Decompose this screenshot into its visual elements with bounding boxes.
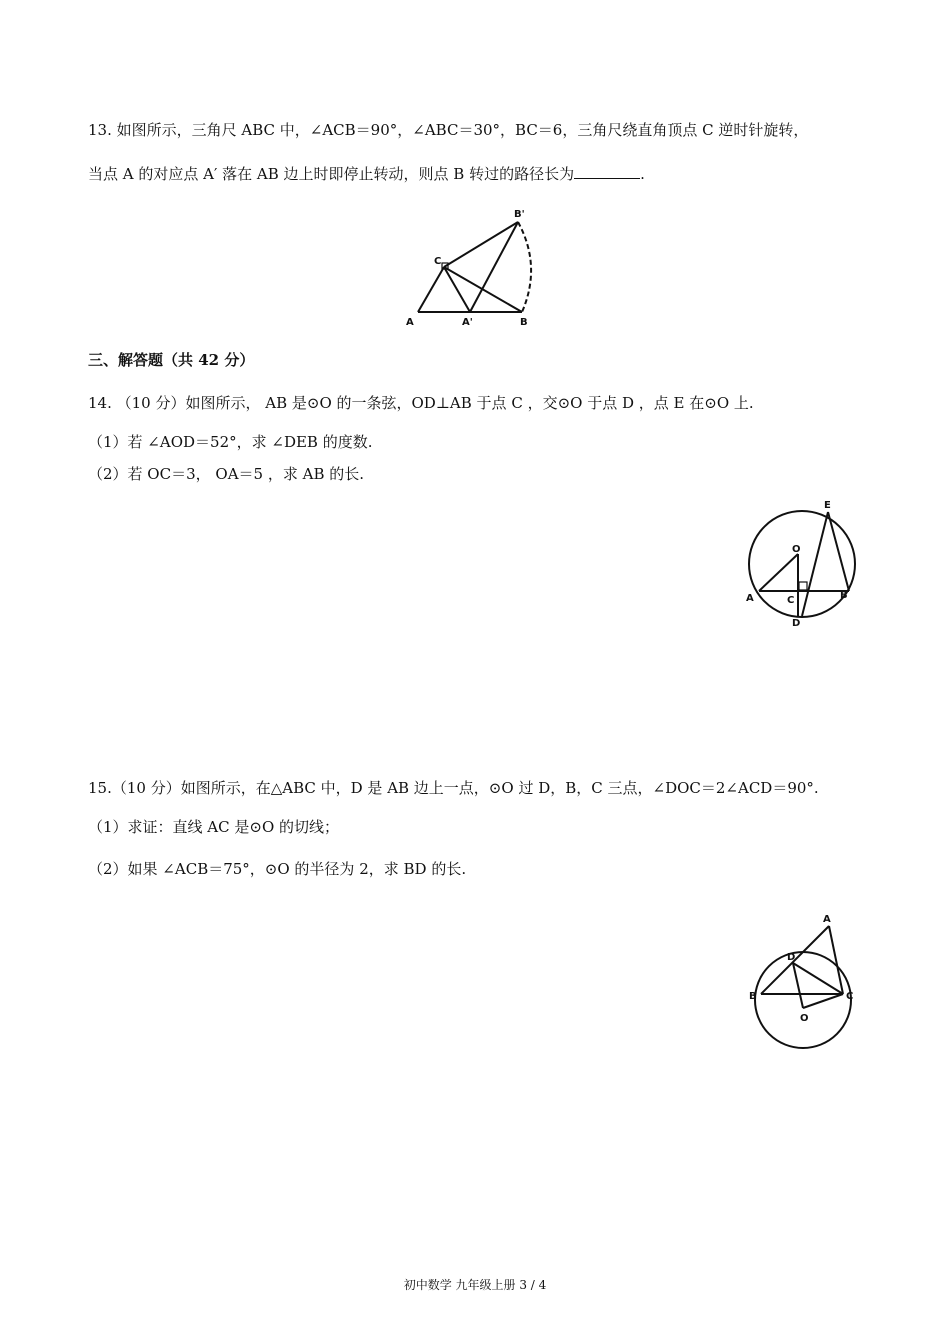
q15-part2: （2）如果 ∠ACB＝75°，⊙O 的半径为 2，求 BD 的长. (88, 860, 467, 878)
q13-line1: 13. 如图所示，三角尺 ABC 中，∠ACB＝90°，∠ABC＝30°，BC＝6，三角尺绕直角顶点 C 逆时针旋转， (88, 121, 809, 139)
label-c: C (846, 991, 854, 1002)
label-o: O (792, 544, 801, 555)
segment-oa (759, 554, 798, 591)
label-b: B (840, 590, 848, 601)
right-angle-mark (799, 582, 807, 590)
label-a1: A' (462, 317, 473, 328)
label-c: C (434, 256, 442, 267)
label-c: C (787, 595, 795, 606)
label-a: A (823, 914, 831, 925)
q14-part1: （1）若 ∠AOD＝52°，求 ∠DEB 的度数. (88, 433, 373, 451)
arc-bb1 (518, 222, 531, 312)
label-b1: B' (514, 209, 525, 220)
q14-part2: （2）若 OC＝3， OA＝5 ，求 AB 的长. (88, 465, 364, 483)
segment-ed (802, 512, 828, 616)
segment-eb (828, 512, 849, 591)
label-b: B (749, 991, 757, 1002)
q13-line2-end: . (640, 165, 645, 183)
label-e: E (824, 500, 831, 511)
section-title: 三、解答题（共 42 分） (88, 351, 255, 369)
label-o: O (800, 1013, 809, 1024)
q14-line1: 14. （10 分）如图所示， AB 是⊙O 的一条弦，OD⊥AB 于点 C ，交⊙O 于点 D ，点 E 在⊙O 上. (88, 394, 754, 412)
label-d: D (792, 618, 801, 629)
q13-line2-text: 当点 A 的对应点 A′ 落在 AB 边上时即停止转动，则点 B 转过的路径长为 (88, 165, 575, 183)
q14-figure (740, 492, 870, 632)
segment-do (793, 963, 803, 1008)
label-d: D (787, 952, 796, 963)
q13-line2 (88, 164, 645, 184)
q15-line1: 15.（10 分）如图所示，在△ABC 中，D 是 AB 边上一点，⊙O 过 D，B，C 三点，∠DOC＝2∠ACD＝90°. (88, 779, 819, 797)
q15-part1: （1）求证：直线 AC 是⊙O 的切线； (88, 818, 340, 836)
segment-ac (418, 267, 444, 312)
circle-o (749, 511, 855, 617)
q13-figure (400, 200, 550, 330)
answer-blank (574, 164, 640, 179)
label-b: B (520, 317, 528, 328)
page-footer: 初中数学 九年级上册 3 / 4 (403, 1278, 547, 1292)
segment-dc (793, 963, 843, 994)
segment-oc (803, 994, 843, 1008)
label-a: A (406, 317, 414, 328)
q15-figure (745, 908, 870, 1058)
label-a: A (746, 593, 754, 604)
